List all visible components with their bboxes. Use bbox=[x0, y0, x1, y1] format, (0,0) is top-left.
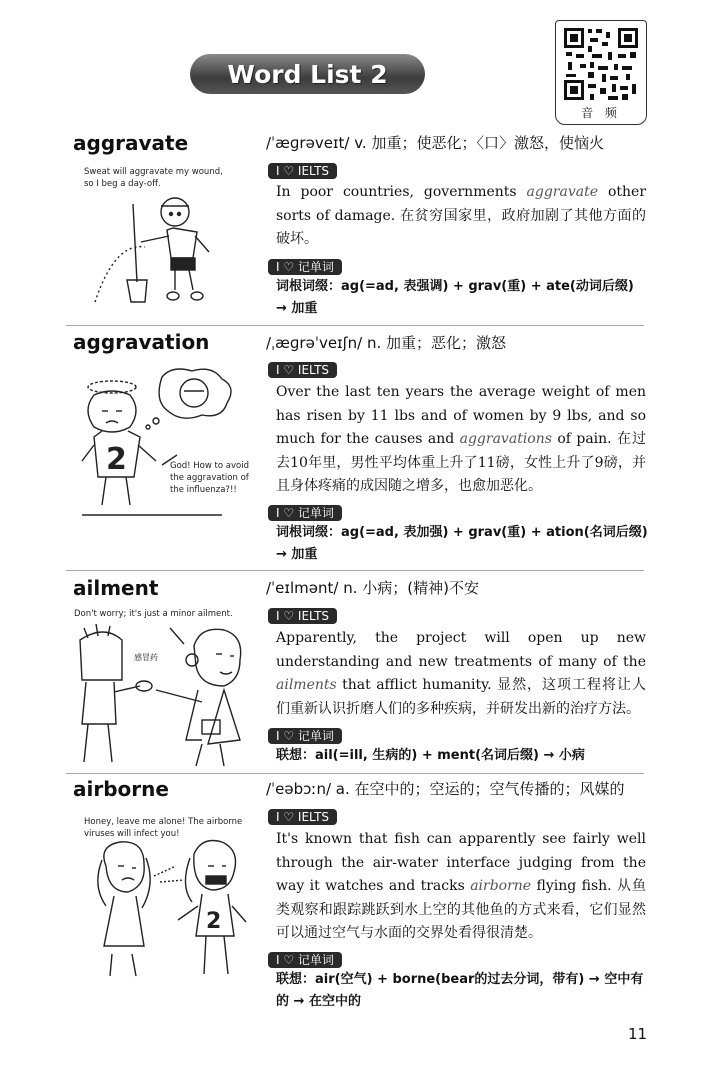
pronunciation-definition: /ˌæɡrəˈveɪʃn/ n. 加重；恶化；激怒 bbox=[266, 334, 507, 352]
example-sentence: Over the last ten years the average weight of men has risen by 11 lbs and of women by 9 lbs, and so much for the causes and aggravations of pain. 在过去10年里，男性平均体重上升了11磅，女性上升了9磅，并且身体疼痛的成因随之增多，也愈加恶化。 bbox=[276, 384, 646, 494]
pronunciation-definition: /ˈeɪlmənt/ n. 小病；(精神)不安 bbox=[266, 579, 479, 597]
cartoon-caption: Honey, leave me alone! The airborne viruses will infect you! bbox=[84, 817, 243, 839]
example-sentence: Apparently, the project will open up new understanding and new treatments of many of the ailments that afflict humanity. 显然，这项工程将让人们重新认识折磨人们的多种疾病，并研发出新的治疗方法。 bbox=[276, 630, 646, 717]
entry-divider bbox=[66, 325, 644, 326]
svg-text:2: 2 bbox=[206, 909, 222, 934]
cartoon-caption: God! How to avoid the aggravation of the influenza?!! bbox=[170, 461, 249, 495]
audio-qr-code[interactable] bbox=[555, 20, 647, 125]
banner-title: Word List 2 bbox=[227, 59, 388, 89]
highlight-word: airborne bbox=[470, 878, 532, 894]
memo-text: 联想：ail(=ill, 生病的) + ment(名词后缀) → 小病 bbox=[276, 748, 585, 763]
example-sentence: In poor countries, governments aggravate other sorts of damage. 在贫穷国家里，政府加剧了其他方面的破坏。 bbox=[276, 184, 647, 247]
highlight-word: aggravations bbox=[459, 431, 552, 447]
cartoon-worker-shovel-icon bbox=[75, 192, 255, 314]
memo-text: 联想：air(空气) + borne(bear的过去分词，带有) → 空中有的 → 在空中的 bbox=[276, 972, 644, 1009]
entry-divider bbox=[66, 773, 644, 774]
page-number: 11 bbox=[628, 1025, 648, 1043]
highlight-word: aggravate bbox=[526, 184, 599, 200]
cartoon-sick-person-icon bbox=[72, 365, 262, 525]
audio-label: 音 频 bbox=[581, 106, 621, 120]
ielts-tag: I ♡ IELTS bbox=[268, 362, 337, 378]
memo-text: 词根词缀：ag(=ad, 表强调) + grav(重) + ate(动词后缀) → 加重 bbox=[276, 279, 634, 316]
cartoon-caption: Sweat will aggravate my wound, so I beg a day-off. bbox=[84, 167, 223, 189]
qr-code-icon bbox=[562, 26, 640, 102]
highlight-word: ailments bbox=[276, 677, 337, 693]
headword: aggravate bbox=[73, 131, 189, 155]
cartoon-couple-virus-icon bbox=[84, 836, 254, 986]
memo-tag: I ♡ 记单词 bbox=[268, 505, 342, 521]
svg-text:2: 2 bbox=[106, 442, 127, 477]
ielts-tag: I ♡ IELTS bbox=[268, 163, 337, 179]
word-list-banner bbox=[190, 54, 425, 94]
headword: ailment bbox=[73, 576, 159, 600]
example-sentence: It's known that fish can apparently see fairly well through the air-water interface judging from the way it watches and tracks airborne flying fish. 从鱼类观察和跟踪跳跃到水上空的其他鱼的方式来看，它们显然可以通过空气与水面的交界处看得很清楚。 bbox=[276, 831, 646, 941]
cartoon-doctor-medicine-icon bbox=[74, 620, 264, 770]
cartoon-caption: Don't worry; it's just a minor ailment. bbox=[74, 609, 233, 619]
memo-text: 词根词缀：ag(=ad, 表加强) + grav(重) + ation(名词后缀) → 加重 bbox=[276, 525, 648, 562]
memo-tag: I ♡ 记单词 bbox=[268, 259, 342, 275]
medicine-sign: 感冒药 bbox=[134, 653, 158, 662]
memo-tag: I ♡ 记单词 bbox=[268, 952, 342, 968]
memo-tag: I ♡ 记单词 bbox=[268, 728, 342, 744]
pronunciation-definition: /ˈeəbɔːn/ a. 在空中的；空运的；空气传播的；风媒的 bbox=[266, 780, 625, 798]
entry-divider bbox=[66, 570, 644, 571]
headword: airborne bbox=[73, 777, 169, 801]
pronunciation-definition: /ˈæɡrəveɪt/ v. 加重；使恶化；〈口〉激怒，使恼火 bbox=[266, 134, 604, 152]
headword: aggravation bbox=[73, 330, 210, 354]
ielts-tag: I ♡ IELTS bbox=[268, 608, 337, 624]
ielts-tag: I ♡ IELTS bbox=[268, 809, 337, 825]
